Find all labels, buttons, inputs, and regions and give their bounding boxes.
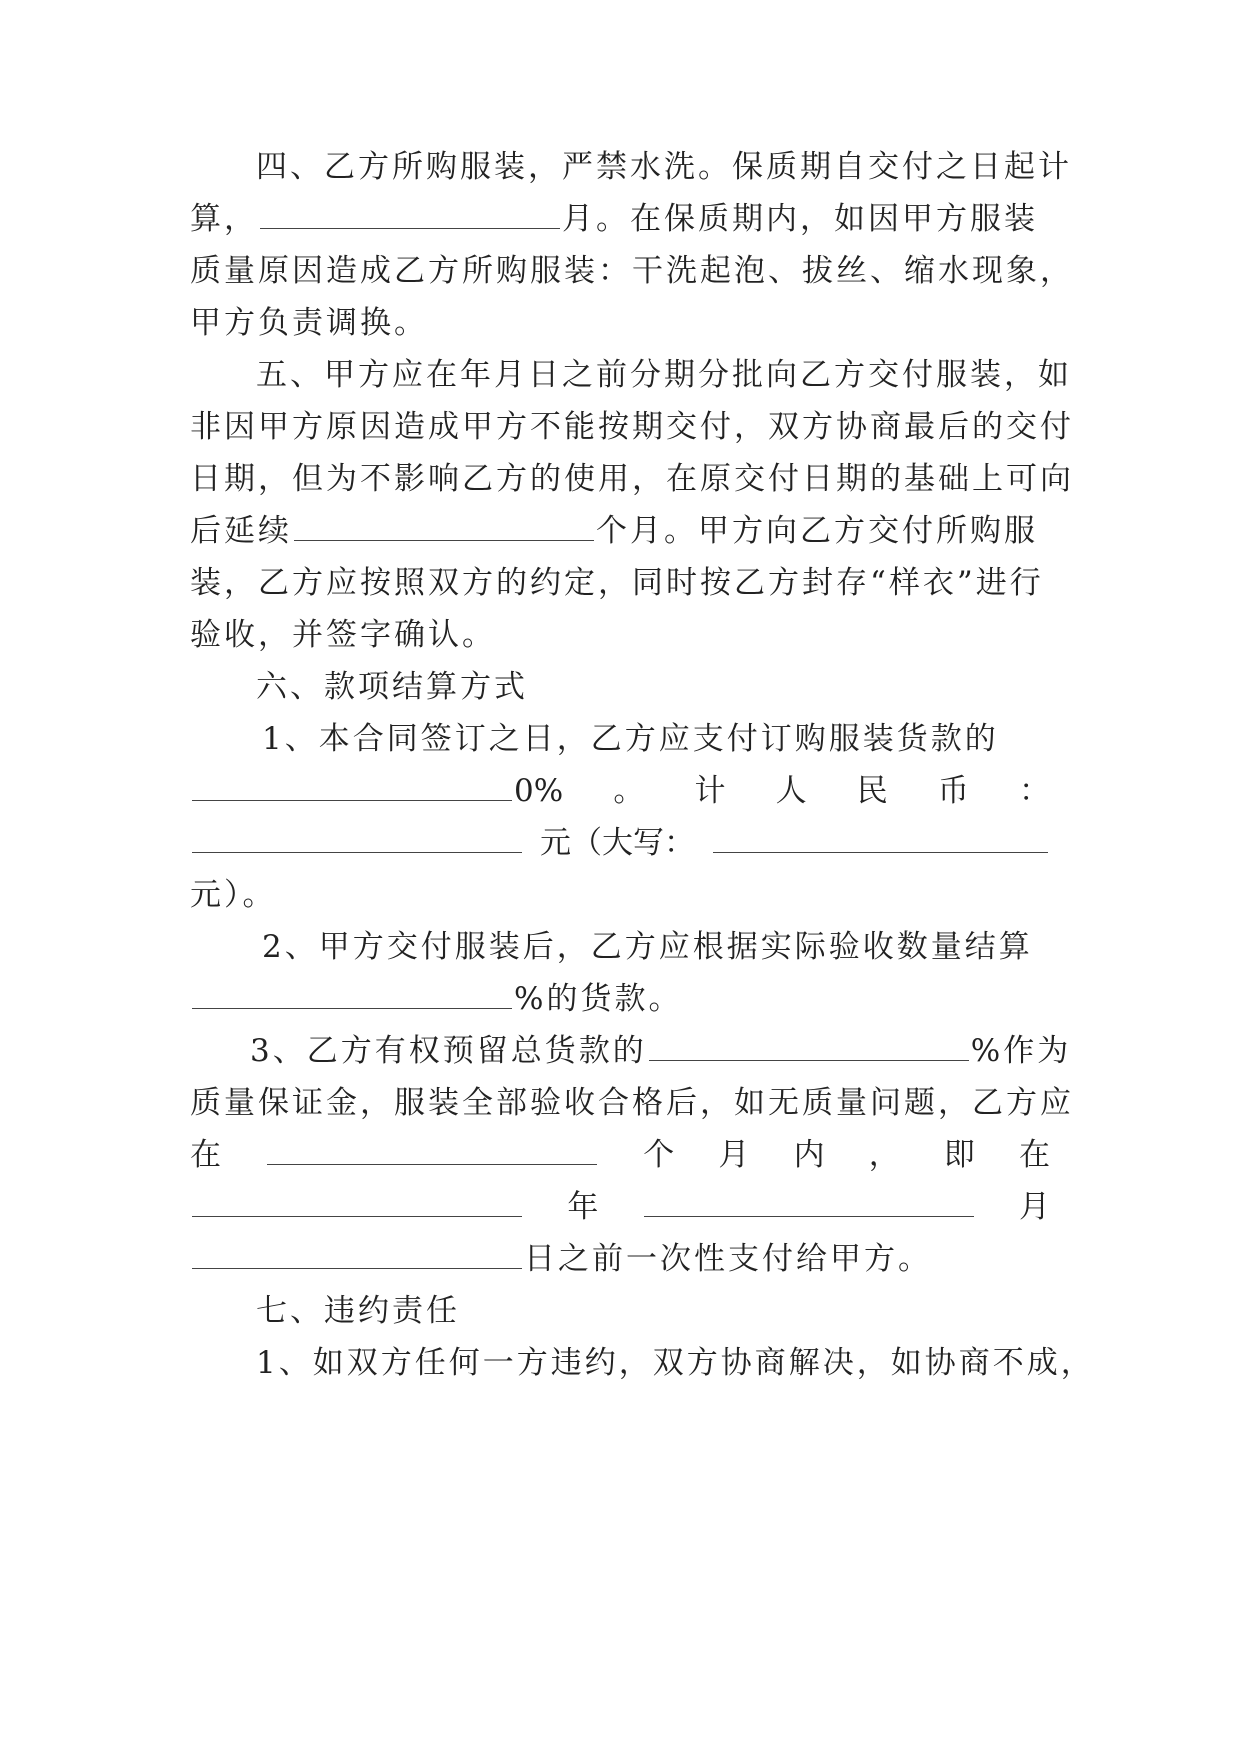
para4-line3: 质量原因造成乙方所购服装：干洗起泡、拔丝、缩水现象， [190, 253, 1074, 289]
sec6-item1-line3 [190, 815, 1050, 871]
para4-line2-text-a: 算， [190, 201, 258, 237]
sec6-item2-line1: 2、甲方交付服装后，乙方应根据实际验收数量结算 [262, 929, 1033, 965]
payment-day-blank [192, 1234, 522, 1269]
payment-year-blank [192, 1182, 522, 1217]
retention-months-blank [267, 1130, 597, 1165]
sec6-item3-line4 [190, 1179, 1050, 1235]
first-payment-percent-blank [192, 766, 512, 801]
token: 。 [613, 773, 645, 809]
token: ， [868, 1137, 900, 1173]
payment-month-blank [644, 1182, 974, 1217]
sec7-item1-line1: 1、如双方任何一方违约，双方协商解决，如协商不成， [256, 1345, 1095, 1381]
retention-percent-blank [649, 1026, 969, 1061]
section6-heading: 六、款项结算方式 [256, 669, 528, 705]
para5-line4 [190, 503, 1050, 559]
para5-line5: 装，乙方应按照双方的约定，同时按乙方封存“样衣”进行 [190, 565, 1044, 601]
token: 个 [643, 1137, 675, 1173]
sec6-item1-line4: 元）。 [190, 877, 277, 913]
section7-heading: 七、违约责任 [256, 1293, 460, 1329]
sec6-item3-line5-text: 日之前一次性支付给甲方。 [524, 1241, 932, 1277]
sec6-item3-line1 [250, 1023, 1072, 1079]
para4-line4: 甲方负责调换。 [190, 305, 428, 341]
para5-line1: 五、甲方应在年月日之前分期分批向乙方交付服装，如 [256, 357, 1072, 393]
para4-line2 [190, 191, 1050, 247]
para5-line2: 非因甲方原因造成甲方不能按期交付，双方协商最后的交付 [190, 409, 1074, 445]
token: 月 [718, 1137, 750, 1173]
token: 即 [943, 1137, 975, 1173]
sec6-item3-line1-text-a: 3、乙方有权预留总货款的 [250, 1033, 647, 1069]
token: ： [1018, 773, 1050, 809]
para4-line1: 四、乙方所购服装，严禁水洗。保质期自交付之日起计 [256, 149, 1072, 185]
sec6-item1-line1: 1、本合同签订之日，乙方应支付订购服装货款的 [262, 721, 999, 757]
sec6-item1-line2-blank-group [190, 763, 563, 819]
sec6-item2-line2 [190, 971, 1050, 1027]
para5-line4-text-a: 后延续 [190, 513, 292, 549]
settlement-percent-blank [192, 974, 512, 1009]
sec6-item1-line3-text: 元（大写： [540, 825, 695, 861]
sec6-item2-line2-text: %的货款。 [514, 981, 683, 1017]
token: 在 [1018, 1137, 1050, 1173]
token: 民 [856, 773, 888, 809]
para5-line6: 验收，并签字确认。 [190, 617, 496, 653]
token: 人 [775, 773, 807, 809]
sec6-item3-line1-text-b: %作为 [970, 1033, 1072, 1069]
token: 在 [190, 1137, 221, 1173]
token: 0% [514, 773, 564, 809]
para5-line4-text-b: 个月。甲方向乙方交付所购服 [596, 513, 1038, 549]
warranty-months-blank [260, 194, 560, 229]
sec6-item3-line3 [190, 1127, 1050, 1183]
token: 币 [937, 773, 969, 809]
rmb-amount-blank [192, 818, 522, 853]
para5-line3: 日期，但为不影响乙方的使用，在原交付日期的基础上可向 [190, 461, 1074, 497]
extension-months-blank [294, 506, 594, 541]
token: 年 [567, 1189, 599, 1225]
token: 计 [694, 773, 726, 809]
rmb-uppercase-blank [713, 818, 1048, 853]
sec6-item3-line2: 质量保证金，服装全部验收合格后，如无质量问题，乙方应 [190, 1085, 1074, 1121]
para4-line2-text-b: 月。在保质期内，如因甲方服装 [562, 201, 1038, 237]
sec6-item3-line5 [190, 1231, 1050, 1287]
sec6-item1-line2 [190, 763, 1050, 819]
token: 月 [1018, 1189, 1050, 1225]
token: 内 [793, 1137, 825, 1173]
